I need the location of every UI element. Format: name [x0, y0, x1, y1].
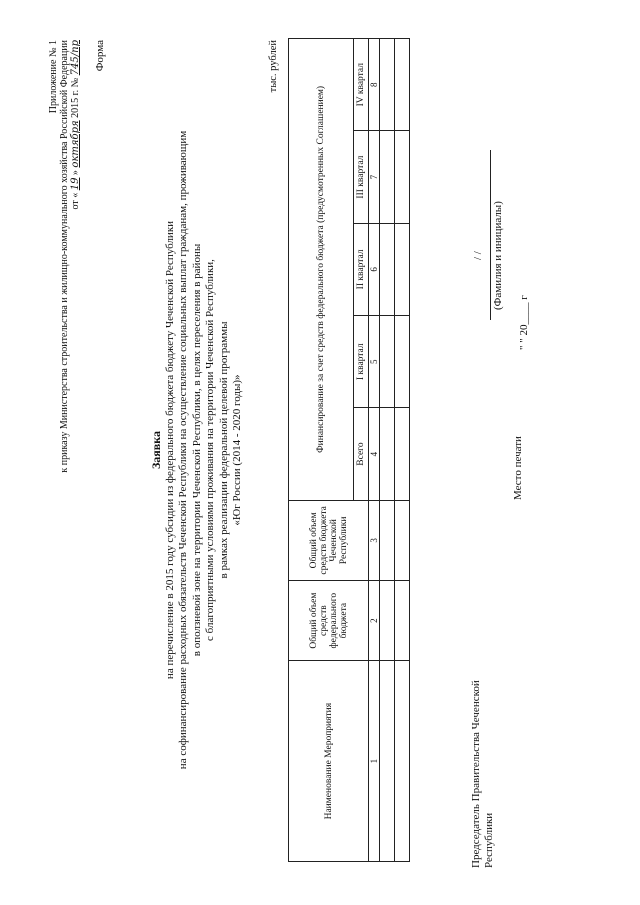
table-cell: [380, 39, 395, 131]
signature-line: [480, 150, 491, 320]
document-page: [40, 20, 600, 880]
table-cell: [395, 500, 410, 580]
header-federal-financing: Финансирование за счет средств федерального бюджета (предусмотренных Соглашением): [289, 39, 354, 501]
table-header-row: [289, 39, 354, 862]
form-label: Форма: [94, 40, 106, 72]
header-q1: I квартал: [354, 316, 369, 408]
column-number: 5: [369, 316, 380, 408]
signatory-line-2: Республики: [483, 812, 495, 868]
header-total: Всего: [354, 408, 369, 500]
title-line-2: на софинансирование расходных обязательств Чеченской Республики на осуществление социальных выплат гражданам, проживающим: [177, 130, 189, 770]
stamp-place: Место печати: [512, 436, 524, 500]
table-cell: [380, 131, 395, 223]
table-cell: [380, 408, 395, 500]
signatory-line-1: Председатель Правительства Чеченской: [470, 680, 482, 868]
appendix-reference: [48, 40, 81, 473]
handwritten-order-number: 745/пр: [70, 40, 81, 76]
appendix-order: к приказу Министерства строительства и жилищно-коммунального хозяйства Российской Федерации: [59, 40, 70, 473]
table-row: [395, 39, 410, 862]
title-line-5: в рамках реализации федеральной целевой программы: [217, 321, 230, 579]
table-number-row: [369, 39, 380, 862]
column-number: 8: [369, 39, 380, 131]
title-heading: Заявка: [149, 430, 163, 470]
table-cell: [395, 581, 410, 661]
table-row: [380, 39, 395, 862]
column-number: 7: [369, 131, 380, 223]
signature-caption: (Фамилия и инициалы): [492, 201, 504, 310]
table-cell: [395, 131, 410, 223]
table-cell: [380, 581, 395, 661]
header-q4: IV квартал: [354, 39, 369, 131]
title-line-4: с благоприятными условиями проживания на территории Чеченской Республики,: [204, 259, 216, 641]
header-regional-total: Общий объем средств бюджета Чеченской Республики: [289, 500, 369, 580]
header-q2: II квартал: [354, 223, 369, 315]
signatory-title: [470, 680, 496, 868]
title-line-1: на перечисление в 2015 году субсидии из федерального бюджета бюджету Чеченской Республики: [163, 220, 176, 680]
table-cell: [395, 408, 410, 500]
table-cell: [380, 223, 395, 315]
table-cell: [380, 661, 395, 862]
column-number: 4: [369, 408, 380, 500]
handwritten-day: 19: [70, 177, 81, 191]
signature-slashes: / /: [472, 251, 484, 260]
title-line-6: «Юг России (2014 - 2020 годы)»: [231, 374, 243, 526]
table-cell: [380, 500, 395, 580]
units-label: тыс. рублей: [268, 40, 279, 93]
table-cell: [395, 316, 410, 408]
appendix-date-line: от « 19 » октября 2015 г. № 745/пр: [70, 40, 81, 210]
request-table: [288, 38, 410, 862]
column-number: 1: [369, 661, 380, 862]
handwritten-month: октября: [70, 120, 81, 168]
column-number: 3: [369, 500, 380, 580]
column-number: 6: [369, 223, 380, 315]
table-cell: [395, 223, 410, 315]
table-cell: [395, 39, 410, 131]
document-title: [150, 20, 245, 880]
column-number: 2: [369, 581, 380, 661]
header-federal-total: Общий объем средств федерального бюджета: [289, 581, 369, 661]
appendix-number: Приложение № 1: [48, 40, 59, 114]
table-cell: [380, 316, 395, 408]
table-cell: [395, 661, 410, 862]
header-q3: III квартал: [354, 131, 369, 223]
title-line-3: в оползневой зоне на территории Чеченской Республики, в целях переселения в районы: [190, 243, 203, 657]
date-field: " " 20____ г: [518, 295, 530, 350]
header-measure-name: Наименование Мероприятия: [289, 661, 369, 862]
